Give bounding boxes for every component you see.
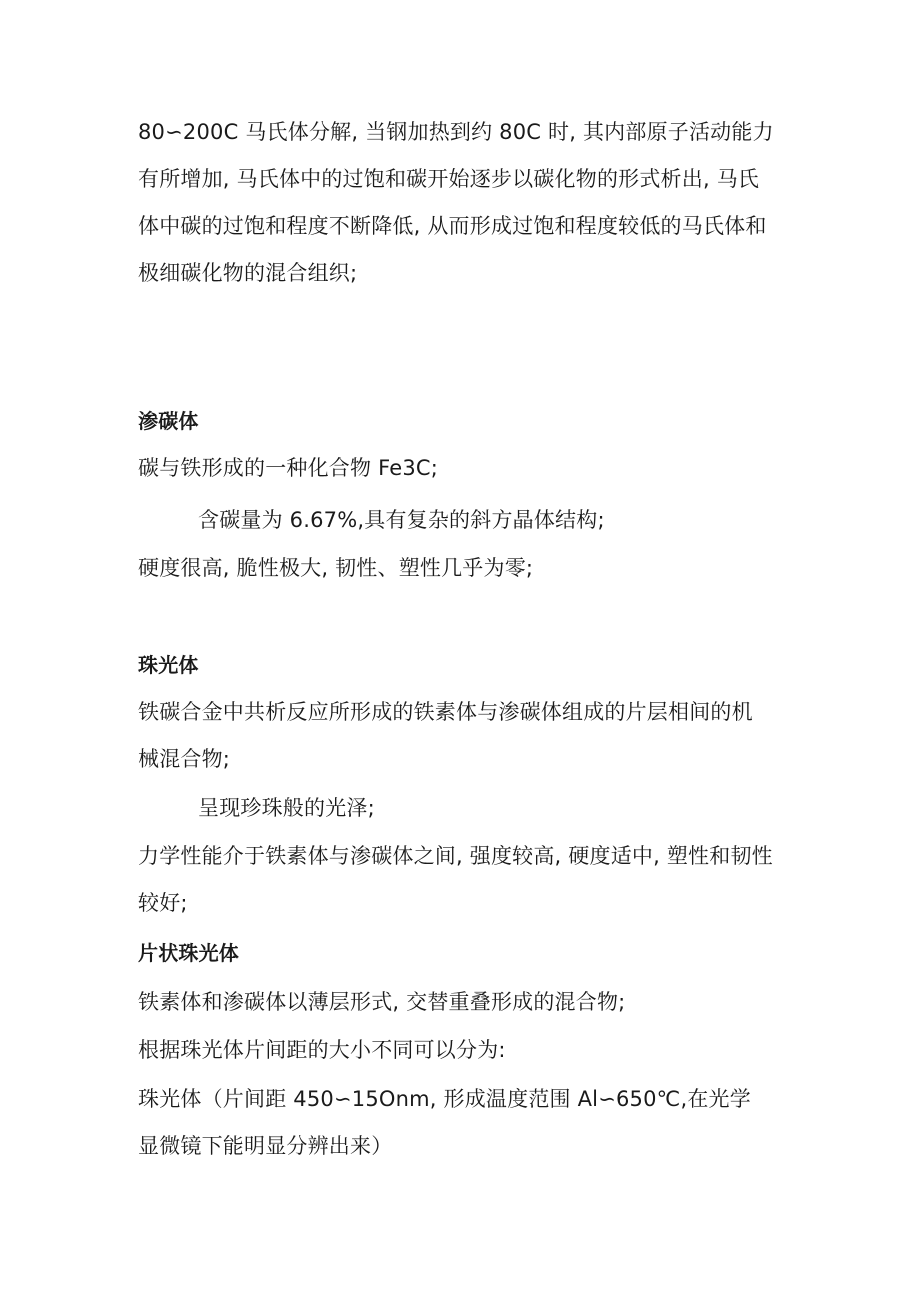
intro-line-4: 极细碳化物的混合组织; (138, 261, 358, 285)
section-heading-lamellar-pearlite: 片状珠光体 (138, 941, 239, 965)
intro-line-1: 80∽200C 马氏体分解, 当钢加热到约 80C 时, 其内部原子活动能力 (138, 120, 774, 144)
cementite-line-1: 碳与铁形成的一种化合物 Fe3C; (138, 456, 439, 480)
lamellar-line-3a: 珠光体（片间距 450∽15Onm, 形成温度范围 Al∽650℃,在光学 (138, 1087, 751, 1111)
pearlite-line-2: 呈现珍珠般的光泽; (198, 796, 375, 820)
pearlite-line-1a: 铁碳合金中共析反应所形成的铁素体与渗碳体组成的片层相间的机 (138, 700, 753, 724)
lamellar-line-1: 铁素体和渗碳体以薄层形式, 交替重叠形成的混合物; (138, 990, 626, 1014)
section-heading-pearlite: 珠光体 (138, 653, 199, 677)
cementite-line-3: 硬度很高, 脆性极大, 韧性、塑性几乎为零; (138, 556, 534, 580)
lamellar-line-3b: 显微镜下能明显分辨出来） (138, 1134, 393, 1158)
lamellar-line-2: 根据珠光体片间距的大小不同可以分为: (138, 1038, 506, 1062)
pearlite-line-3b: 较好; (138, 891, 188, 915)
section-heading-cementite: 渗碳体 (138, 409, 199, 433)
pearlite-line-1b: 械混合物; (138, 747, 231, 771)
cementite-line-2: 含碳量为 6.67%,具有复杂的斜方晶体结构; (198, 508, 605, 532)
pearlite-line-3a: 力学性能介于铁素体与渗碳体之间, 强度较高, 硬度适中, 塑性和韧性 (138, 844, 773, 868)
intro-line-3: 体中碳的过饱和程度不断降低, 从而形成过饱和程度较低的马氏体和 (138, 214, 767, 238)
intro-line-2: 有所增加, 马氏体中的过饱和碳开始逐步以碳化物的形式析出, 马氏 (138, 167, 760, 191)
